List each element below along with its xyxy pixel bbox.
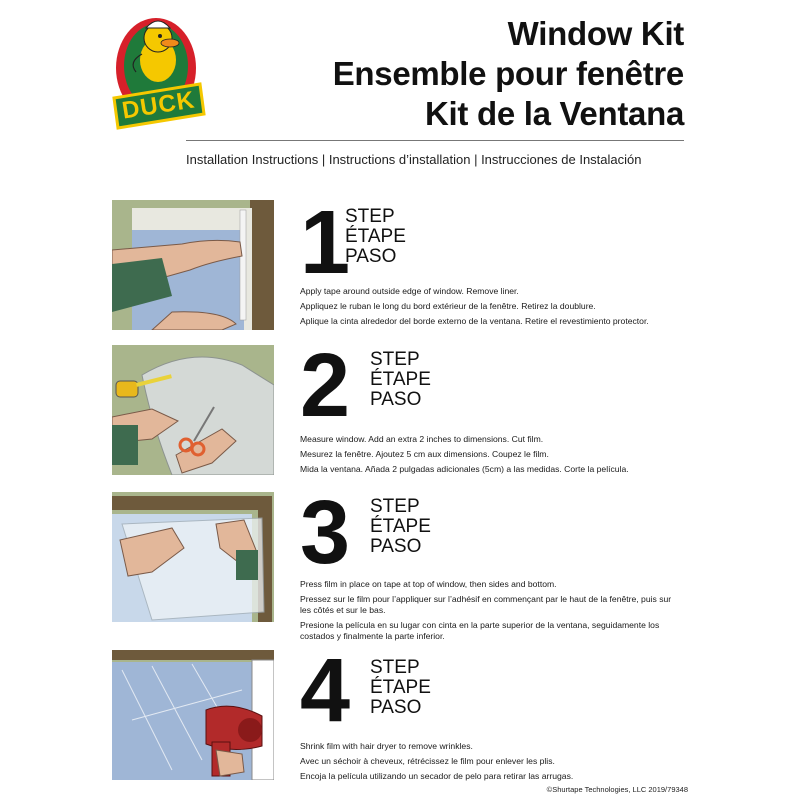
step-2-text-fr: Mesurez la fenêtre. Ajoutez 5 cm aux dimensions. Coupez le film.	[300, 449, 549, 459]
step-1-illustration	[112, 200, 274, 330]
step-3-text-fr: Pressez sur le film pour l’appliquer sur l’adhésif en commençant par le haut de la fenêtre, puis sur les côtés et sur le bas.	[300, 594, 672, 615]
step-word-en: STEP	[345, 206, 395, 227]
step-4-illustration	[112, 650, 274, 780]
step-3-number: 3	[300, 483, 351, 583]
step-1-instructions	[300, 286, 680, 331]
divider	[186, 140, 684, 141]
step-word-es: PASO	[345, 246, 397, 267]
installation-subheading: Installation Instructions | Instructions d’installation | Instrucciones de Instalación	[186, 152, 642, 167]
step-word-es: PASO	[370, 389, 422, 410]
step-4-labels	[370, 658, 431, 718]
step-word-fr: ÉTAPE	[345, 226, 406, 247]
step-2-number: 2	[300, 336, 351, 436]
step-2-text-es: Mida la ventana. Añada 2 pulgadas adicionales (5cm) a las medidas. Corte la película.	[300, 464, 629, 474]
logo-wordmark: DUCK	[120, 86, 197, 125]
step-word-en: STEP	[370, 657, 420, 678]
step-3-illustration	[112, 492, 274, 622]
step-1-text-en: Apply tape around outside edge of window. Remove liner.	[300, 286, 519, 296]
step-4-number: 4	[300, 641, 351, 741]
step-2-instructions	[300, 434, 680, 479]
step-2-illustration	[112, 345, 274, 475]
step-word-en: STEP	[370, 349, 420, 370]
step-word-es: PASO	[370, 697, 422, 718]
step-3-text-en: Press film in place on tape at top of window, then sides and bottom.	[300, 579, 557, 589]
step-word-fr: ÉTAPE	[370, 677, 431, 698]
title-english: Window Kit	[507, 15, 684, 52]
step-1-labels	[345, 207, 406, 267]
step-word-fr: ÉTAPE	[370, 369, 431, 390]
step-1-text-fr: Appliquez le ruban le long du bord extérieur de la fenêtre. Retirez la doublure.	[300, 301, 596, 311]
copyright-notice: ©Shurtape Technologies, LLC 2019/79348	[546, 785, 688, 794]
title-block	[333, 14, 684, 134]
step-word-en: STEP	[370, 496, 420, 517]
step-word-fr: ÉTAPE	[370, 516, 431, 537]
step-4-text-es: Encoja la película utilizando un secador de pelo para retirar las arrugas.	[300, 771, 574, 781]
step-4-text-en: Shrink film with hair dryer to remove wrinkles.	[300, 741, 473, 751]
step-4-instructions	[300, 741, 680, 786]
duck-brand-logo	[108, 10, 208, 132]
step-1-text-es: Aplique la cinta alrededor del borde externo de la ventana. Retire el revestimiento protector.	[300, 316, 649, 326]
step-2-text-en: Measure window. Add an extra 2 inches to dimensions. Cut film.	[300, 434, 544, 444]
step-3-instructions	[300, 579, 680, 646]
step-4-text-fr: Avec un séchoir à cheveux, rétrécissez le film pour enlever les plis.	[300, 756, 555, 766]
step-3-text-es: Presione la película en su lugar con cinta en la parte superior de la ventana, seguidamente los costados y finalmente la parte inferior.	[300, 620, 660, 641]
step-3-labels	[370, 497, 431, 557]
step-2-labels	[370, 350, 431, 410]
step-1-number: 1	[300, 193, 351, 293]
title-french: Ensemble pour fenêtre	[332, 55, 684, 92]
step-word-es: PASO	[370, 536, 422, 557]
title-spanish: Kit de la Ventana	[425, 95, 684, 132]
